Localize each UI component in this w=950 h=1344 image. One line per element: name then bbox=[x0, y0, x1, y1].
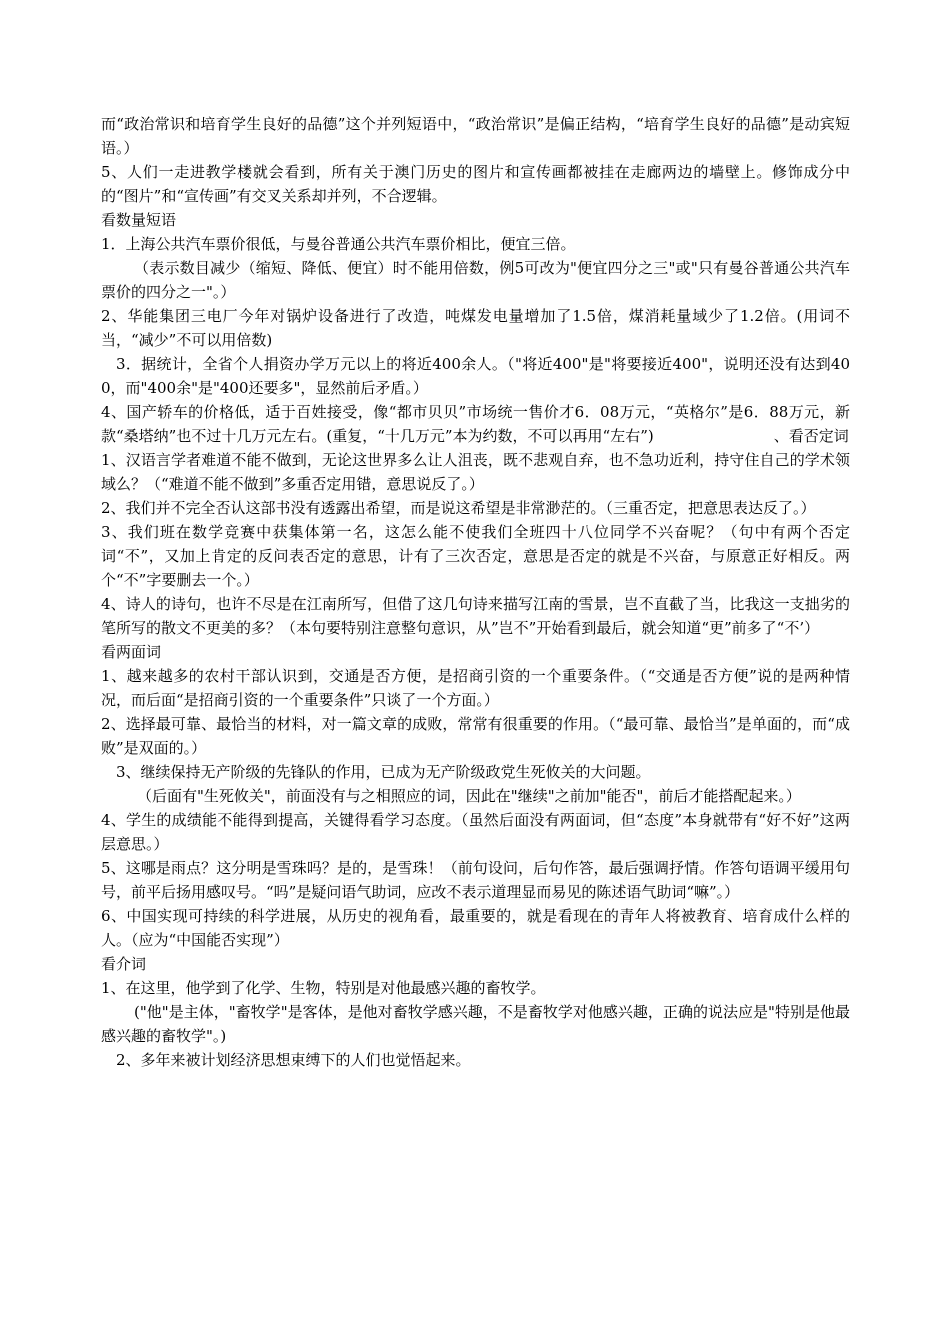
paragraph-16: 3、继续保持无产阶级的先锋队的作用，已成为无产阶级政党生死攸关的大问题。 bbox=[116, 763, 651, 781]
paragraph-10: 2、我们并不完全否认这部书没有透露出希望，而是说这希望是非常渺茫的。（三重否定，把意思表达反了。） bbox=[101, 499, 816, 517]
paragraph-23: ("他"是主体，"畜牧学"是客体，是他对畜牧学感兴趣，不是畜牧学对他感兴趣，正确的说法应是"特别是他最感兴趣的畜牧学"。) bbox=[101, 1003, 850, 1045]
paragraph-19: 5、这哪是雨点？这分明是雪珠吗？是的，是雪珠！（前句设问，后句作答，最后强调抒情。作答句语调平缓用句号，前平后扬用感叹号。“吗”是疑问语气助词，应改不表示道理显而易见的陈述语气助词“嘛”。） bbox=[101, 859, 850, 901]
paragraph-1: 而“政治常识和培育学生良好的品德”这个并列短语中，“政治常识”是偏正结构，“培育学生良好的品德”是动宾短语。） bbox=[101, 115, 850, 157]
paragraph-14: 1、越来越多的农村干部认识到，交通是否方便，是招商引资的一个重要条件。（“交通是否方便”说的是两种情况，而后面“是招商引资的一个重要条件”只谈了一个方面。） bbox=[101, 667, 850, 709]
paragraph-17: （后面有"生死攸关"，前面没有与之相照应的词，因此在"继续"之前加"能否"，前后才能搭配起来。） bbox=[137, 787, 801, 805]
paragraph-15: 2、选择最可靠、最恰当的材料，对一篇文章的成败，常常有很重要的作用。（“最可靠、最恰当”是单面的，而“成败”是双面的。） bbox=[101, 715, 850, 757]
paragraph-12: 4、诗人的诗句，也许不尽是在江南所写，但借了这几句诗来描写江南的雪景，岂不直截了当，比我这一支拙劣的笔所写的散文不更美的多？（本句要特别注意整句意识，从”岂不”开始看到最后，就会知道“更”前多了“不’） bbox=[101, 595, 850, 637]
paragraph-22: 1、在这里，他学到了化学、生物，特别是对他最感兴趣的畜牧学。 bbox=[101, 979, 546, 997]
paragraph-8: 4、国产轿车的价格低，适于百姓接受，像“都市贝贝”市场统一售价才6．08万元，“英格尔”是6．88万元，新款“桑塔纳”也不过十几万元左右。(重复，“十几万元”本为约数，不可以再用“左右”) 、看否定词 bbox=[101, 403, 850, 445]
paragraph-11: 3、我们班在数学竞赛中获集体第一名，这怎么能不使我们全班四十八位同学不兴奋呢？（句中有两个否定词“不”，又加上肯定的反问表否定的意思，计有了三次否定，意思是否定的就是不兴奋，与原意正好相反。两个“不”字要删去一个。） bbox=[101, 523, 850, 589]
paragraph-9: 1、汉语言学者难道不能不做到，无论这世界多么让人沮丧，既不悲观自弃，也不急功近利，持守住自己的学术领域么？（“难道不能不做到”多重否定用错，意思说反了。） bbox=[101, 451, 850, 493]
paragraph-7: 3．据统计，全省个人捐资办学万元以上的将近400余人。（"将近400"是"将要接近400"，说明还没有达到400，而"400余"是"400还要多"，显然前后矛盾。） bbox=[101, 355, 850, 397]
section-heading-quantity-phrases: 看数量短语 bbox=[101, 211, 177, 229]
paragraph-20: 6、中国实现可持续的科学进展，从历史的视角看，最重要的，就是看现在的青年人将被教育、培育成什么样的人。（应为“中国能否实现”） bbox=[101, 907, 850, 949]
section-heading-two-sided-words: 看两面词 bbox=[101, 643, 162, 661]
paragraph-4: 1．上海公共汽车票价很低，与曼谷普通公共汽车票价相比，便宜三倍。 bbox=[101, 235, 576, 253]
paragraph-6: 2、华能集团三电厂今年对锅炉设备进行了改造，吨煤发电量增加了1.5倍，煤消耗量域少了1.2倍。(用词不当，“减少”不可以用倍数) bbox=[101, 307, 850, 349]
paragraph-18: 4、学生的成绩能不能得到提高，关键得看学习态度。（虽然后面没有两面词，但“态度”本身就带有“好不好”这两层意思。） bbox=[101, 811, 850, 853]
document-page bbox=[101, 112, 850, 1072]
section-heading-prepositions: 看介词 bbox=[101, 955, 147, 973]
paragraph-24: 2、多年来被计划经济思想束缚下的人们也觉悟起来。 bbox=[116, 1051, 471, 1069]
paragraph-5: （表示数目减少（缩短、降低、便宜）时不能用倍数，例5可改为"便宜四分之三"或"只有曼谷普通公共汽车票价的四分之一"。） bbox=[101, 259, 850, 301]
paragraph-2: 5、人们一走进教学楼就会看到，所有关于澳门历史的图片和宣传画都被挂在走廊两边的墙壁上。修饰成分中的“图片”和“宣传画”有交叉关系却并列，不合逻辑。 bbox=[101, 163, 850, 205]
